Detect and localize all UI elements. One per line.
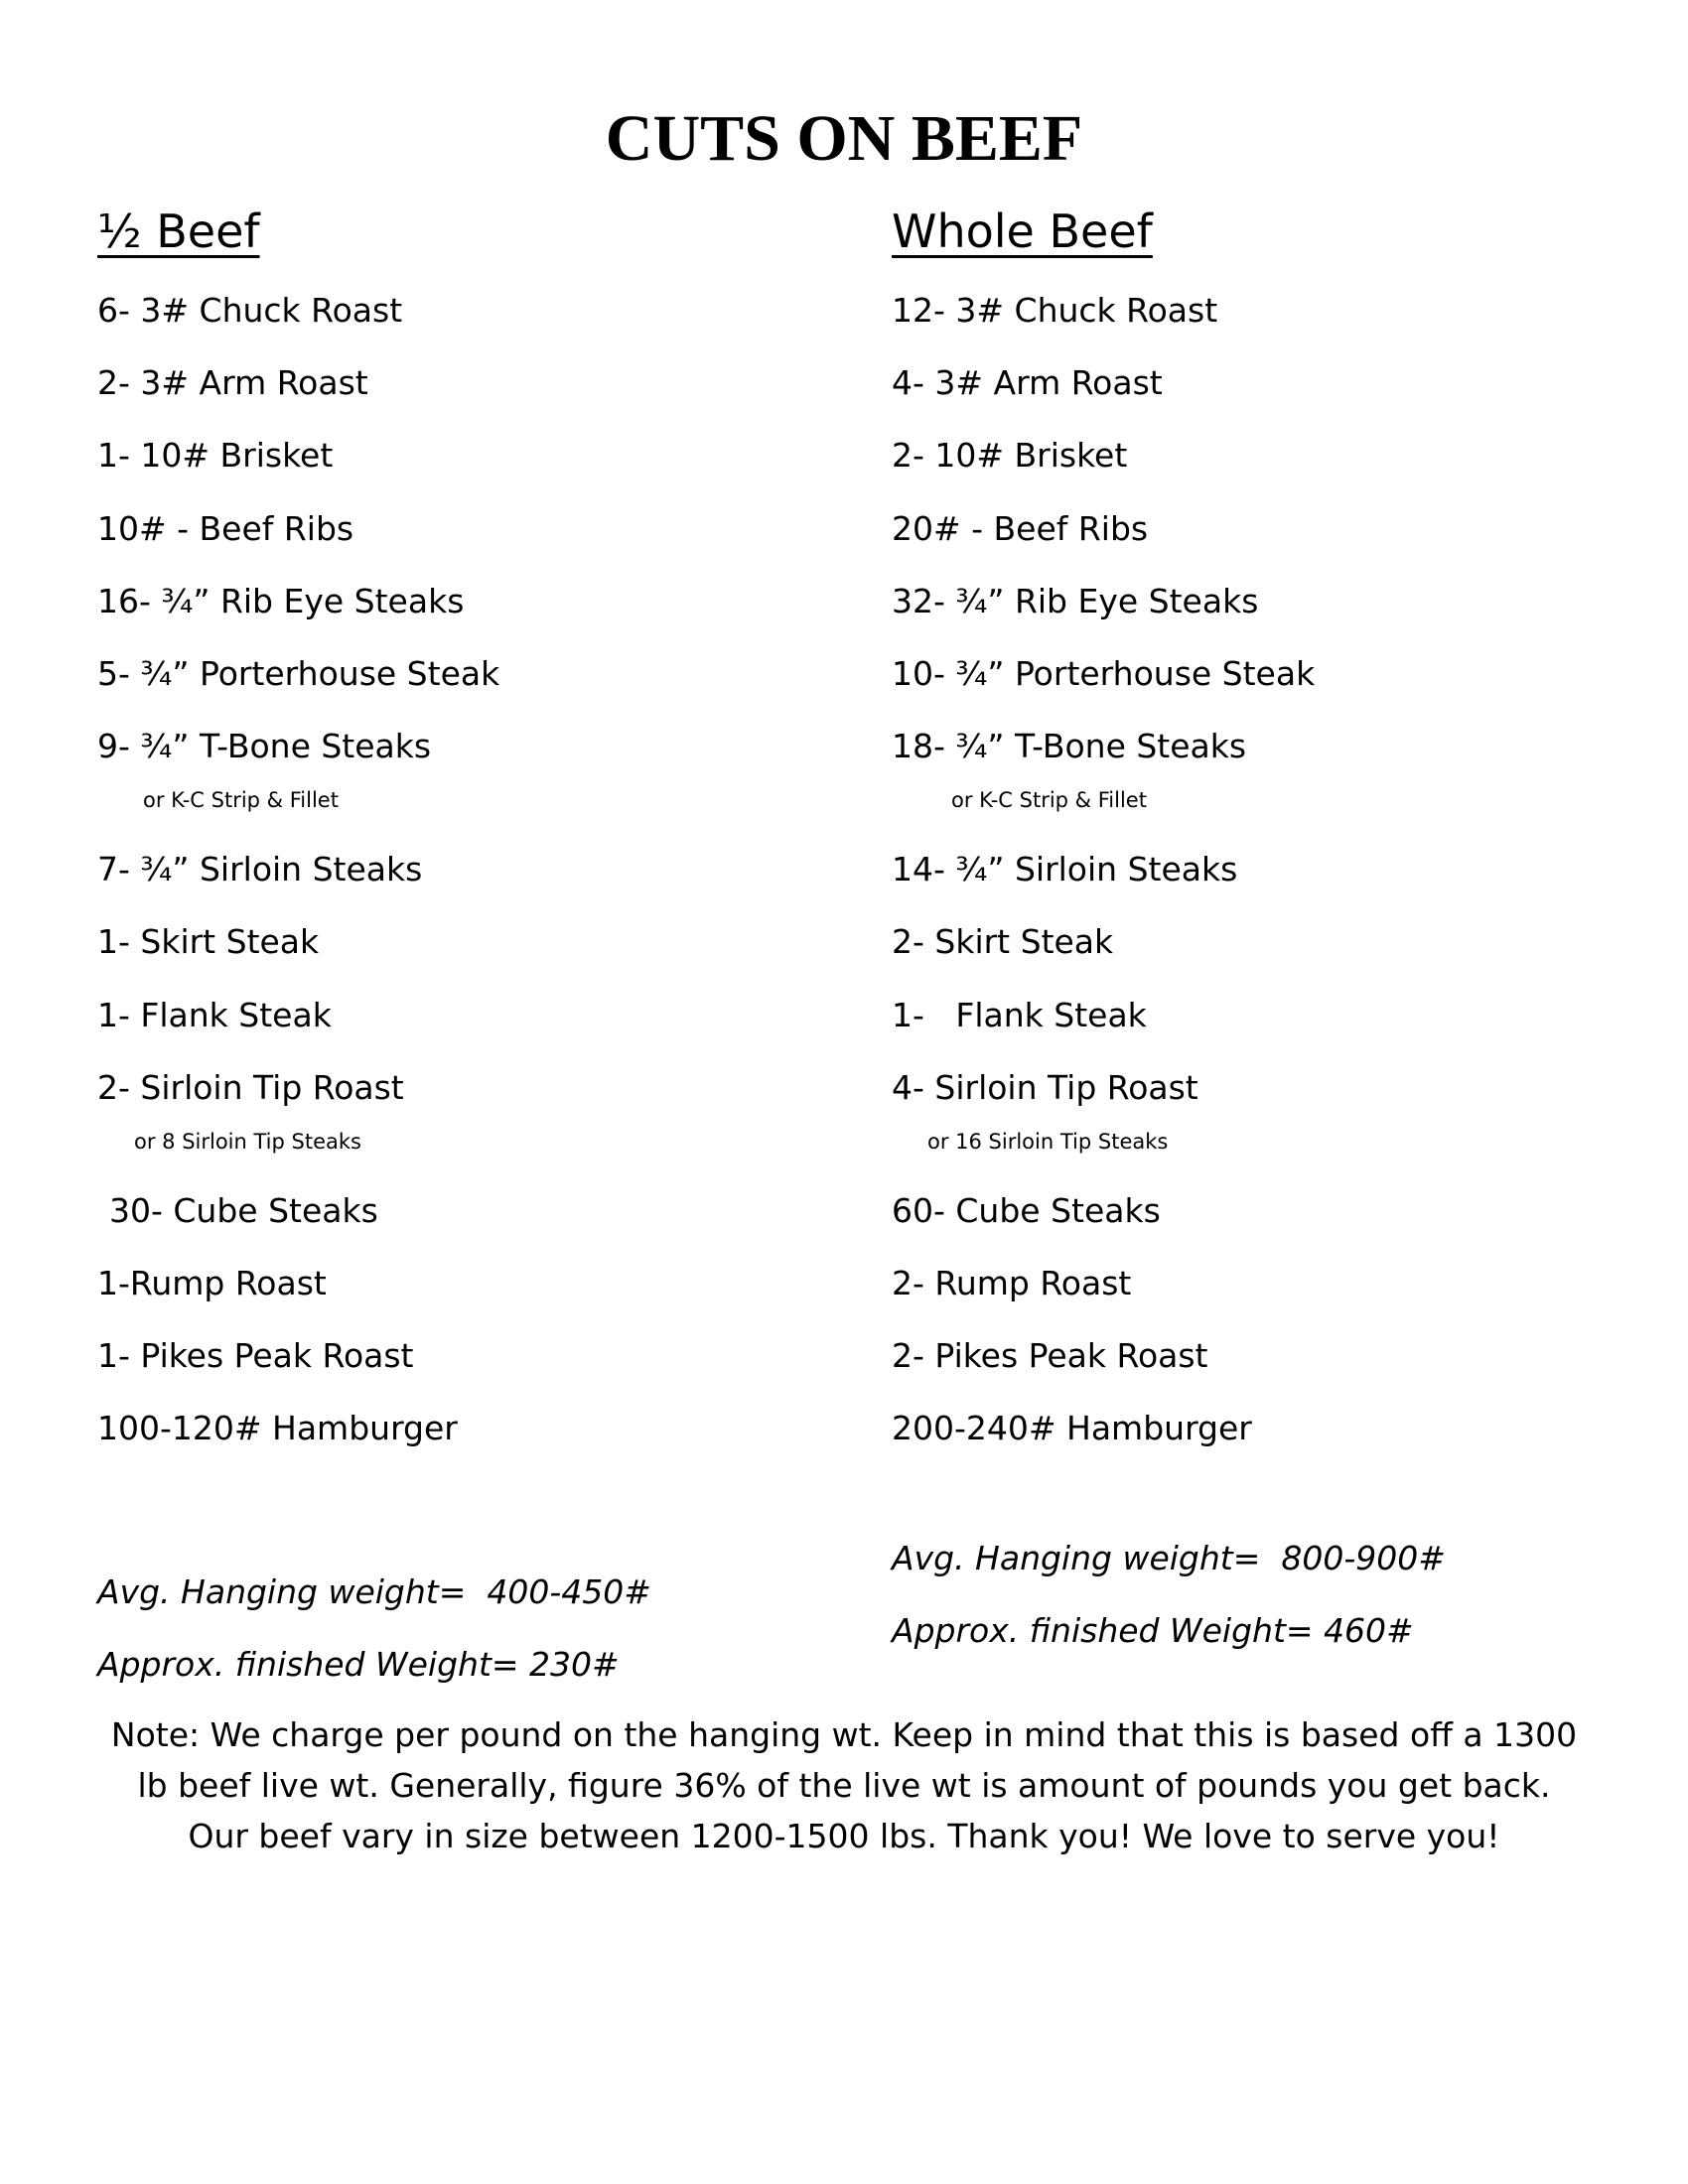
whole-beef-heading: Whole Beef xyxy=(892,205,1153,258)
whole-beef-hanging-weight: Avg. Hanging weight= 800-900# xyxy=(892,1539,1446,1577)
whole-beef-finished-weight: Approx. finished Weight= 460# xyxy=(892,1611,1414,1650)
cut-item: 10- ¾” Porterhouse Steak xyxy=(892,653,1316,693)
half-beef-finished-weight: Approx. finished Weight= 230# xyxy=(97,1645,620,1684)
cut-item: 2- 3# Arm Roast xyxy=(97,363,368,403)
cut-item: 1-Rump Roast xyxy=(97,1263,327,1302)
cut-item: 1- Pikes Peak Roast xyxy=(97,1336,414,1376)
cut-alternative-note: or 8 Sirloin Tip Steaks xyxy=(134,1129,361,1154)
cut-item: 200-240# Hamburger xyxy=(892,1409,1252,1448)
cut-item: 10# - Beef Ribs xyxy=(97,508,354,548)
cut-item: 100-120# Hamburger xyxy=(97,1409,458,1448)
half-beef-heading: ½ Beef xyxy=(97,205,260,258)
whole-beef-weights xyxy=(892,1537,1446,1682)
page-title: CUTS ON BEEF xyxy=(605,102,1083,175)
cut-item: 30- Cube Steaks xyxy=(109,1190,378,1230)
half-beef-hanging-weight: Avg. Hanging weight= 400-450# xyxy=(97,1572,651,1611)
half-beef-column xyxy=(97,204,852,1479)
cut-item: 1- Flank Steak xyxy=(97,995,332,1034)
cut-item: 4- Sirloin Tip Roast xyxy=(892,1067,1198,1107)
cut-item: 2- 10# Brisket xyxy=(892,436,1128,476)
cut-item: 60- Cube Steaks xyxy=(892,1190,1161,1230)
cut-item: 20# - Beef Ribs xyxy=(892,508,1149,548)
cut-alternative-note: or K-C Strip & Fillet xyxy=(143,788,339,813)
cut-item: 9- ¾” T-Bone Steaks xyxy=(97,727,432,766)
half-beef-cut-list xyxy=(97,289,852,1450)
cut-item: 5- ¾” Porterhouse Steak xyxy=(97,653,500,693)
cut-item: 1- 10# Brisket xyxy=(97,436,334,476)
cut-item: 12- 3# Chuck Roast xyxy=(892,291,1218,330)
cut-item: 14- ¾” Sirloin Steaks xyxy=(892,850,1238,889)
pricing-note: Note: We charge per pound on the hanging wt. Keep in mind that this is based off a 1300 lb beef live wt. Generally, figure 36% of the live wt is amount of pounds you get back. Our beef vary in size between 1200-1500 lbs. Thank you! We love to serve you! xyxy=(110,1715,1578,1855)
whole-beef-column xyxy=(892,204,1646,1479)
cut-alternative-note: or 16 Sirloin Tip Steaks xyxy=(927,1129,1169,1154)
cut-item: 6- 3# Chuck Roast xyxy=(97,291,403,330)
cut-item: 32- ¾” Rib Eye Steaks xyxy=(892,581,1259,620)
cut-item: 1- Skirt Steak xyxy=(97,922,320,962)
cut-item: 2- Sirloin Tip Roast xyxy=(97,1067,404,1107)
cut-item: 2- Pikes Peak Roast xyxy=(892,1336,1208,1376)
cut-item: 16- ¾” Rib Eye Steaks xyxy=(97,581,465,620)
cut-item: 7- ¾” Sirloin Steaks xyxy=(97,850,423,889)
cut-item: 4- 3# Arm Roast xyxy=(892,363,1163,403)
cut-item: 1- Flank Steak xyxy=(892,995,1147,1034)
cut-item: 18- ¾” T-Bone Steaks xyxy=(892,727,1247,766)
cut-alternative-note: or K-C Strip & Fillet xyxy=(951,788,1147,813)
cut-item: 2- Skirt Steak xyxy=(892,922,1114,962)
whole-beef-cut-list xyxy=(892,289,1646,1450)
half-beef-weights xyxy=(97,1570,651,1715)
cut-item: 2- Rump Roast xyxy=(892,1263,1132,1302)
